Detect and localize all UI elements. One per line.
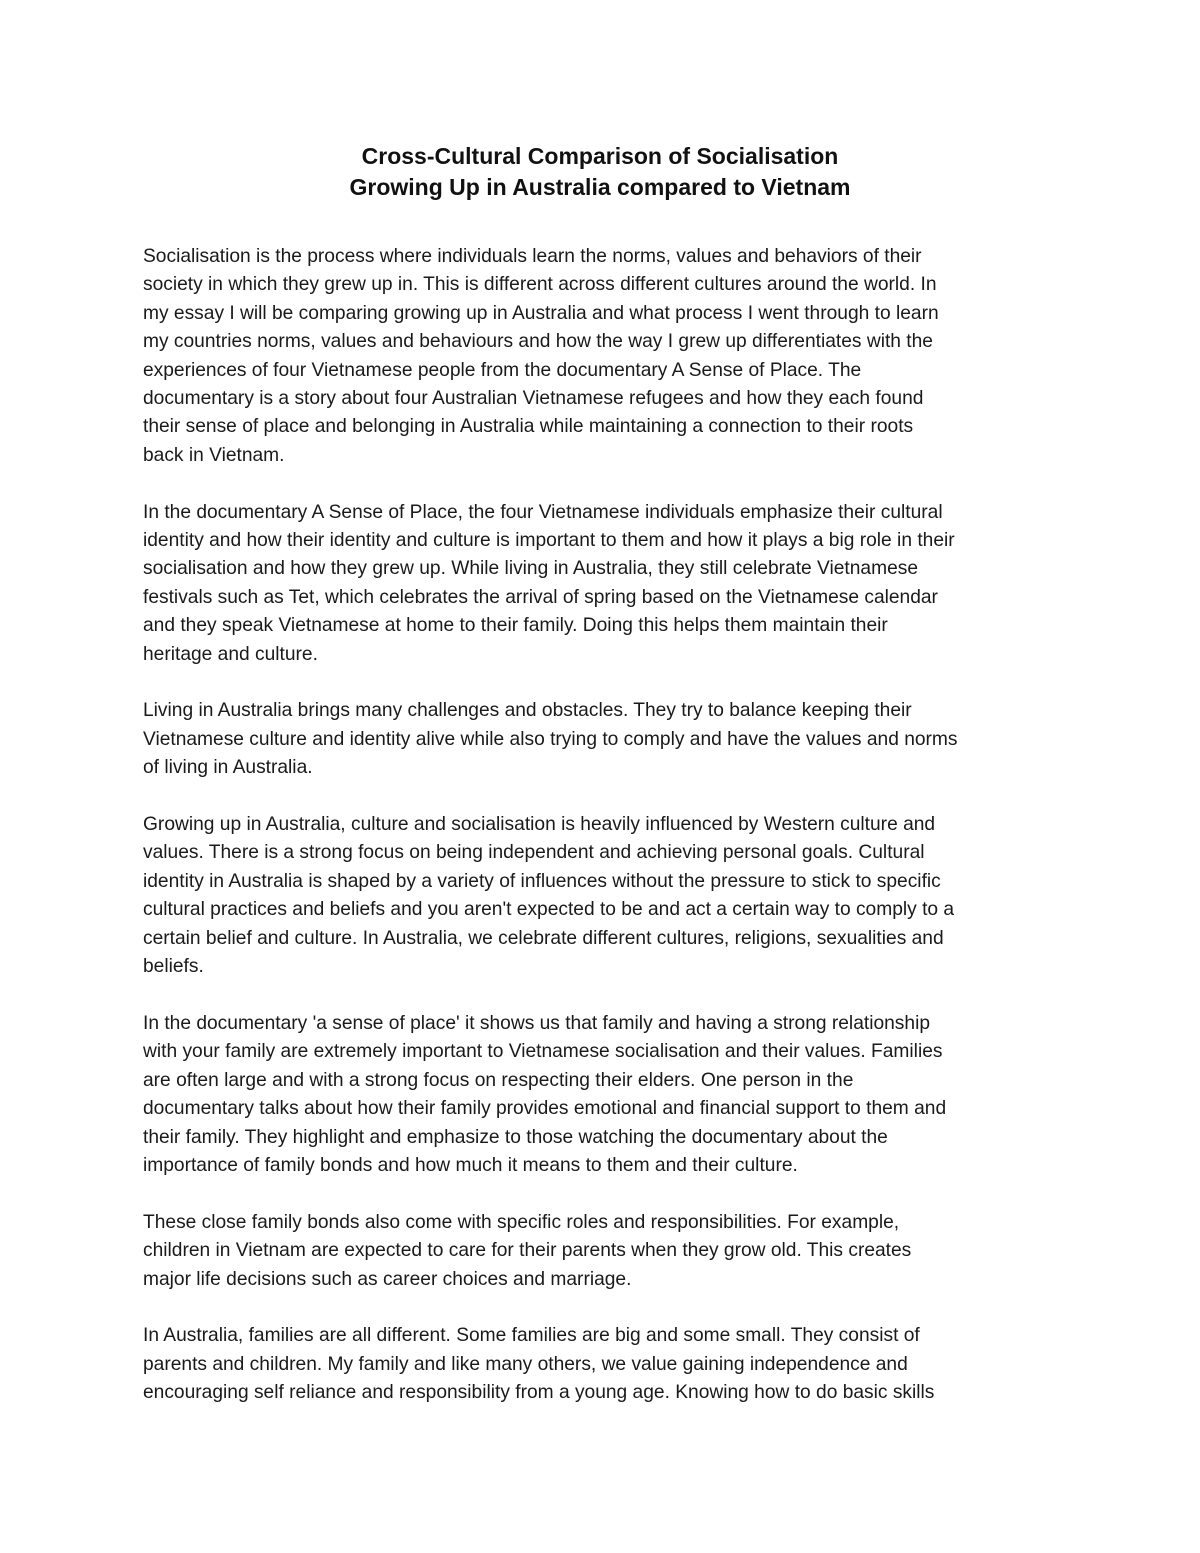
paragraph-line: beliefs.	[143, 956, 204, 978]
paragraph-line: These close family bonds also come with specific roles and responsibilities. For example,	[143, 1211, 900, 1233]
paragraph-line: identity in Australia is shaped by a variety of influences without the pressure to stick to specific	[143, 870, 941, 892]
paragraph-line: with your family are extremely important to Vietnamese socialisation and their values. Families	[143, 1041, 943, 1063]
document-subtitle: Growing Up in Australia compared to Vietnam	[349, 174, 851, 200]
paragraph-line: my countries norms, values and behaviours and how the way I grew up differentiates with the	[143, 331, 933, 353]
paragraph-line: parents and children. My family and like many others, we value gaining independence and	[143, 1353, 908, 1375]
paragraph-line: experiences of four Vietnamese people from the documentary A Sense of Place. The	[143, 359, 862, 381]
paragraph-line: heritage and culture.	[143, 643, 318, 665]
title-block	[0, 141, 1200, 203]
paragraph-line: importance of family bonds and how much it means to them and their culture.	[143, 1154, 798, 1176]
paragraph-line: documentary talks about how their family provides emotional and financial support to them and	[143, 1098, 947, 1120]
paragraph-line: society in which they grew up in. This is different across different cultures around the world. In	[143, 274, 937, 296]
paragraph-line: Vietnamese culture and identity alive while also trying to comply and have the values and norms	[143, 728, 958, 750]
paragraph-4	[143, 811, 1068, 981]
paragraph-line: my essay I will be comparing growing up in Australia and what process I went through to learn	[143, 302, 939, 324]
paragraph-line: are often large and with a strong focus on respecting their elders. One person in the	[143, 1069, 854, 1091]
paragraph-line: their family. They highlight and emphasize to those watching the documentary about the	[143, 1126, 888, 1148]
paragraph-2	[143, 499, 1068, 669]
paragraph-line: certain belief and culture. In Australia, we celebrate different cultures, religions, sexualities and	[143, 927, 944, 949]
document-title: Cross-Cultural Comparison of Socialisation	[361, 143, 839, 169]
paragraph-line: documentary is a story about four Australian Vietnamese refugees and how they each found	[143, 388, 924, 410]
paragraph-line: cultural practices and beliefs and you aren't expected to be and act a certain way to comply to a	[143, 899, 955, 921]
paragraph-line: their sense of place and belonging in Australia while maintaining a connection to their roots	[143, 416, 914, 438]
paragraph-line: In the documentary 'a sense of place' it shows us that family and having a strong relationship	[143, 1012, 930, 1034]
paragraph-line: major life decisions such as career choices and marriage.	[143, 1268, 632, 1290]
paragraph-3	[143, 697, 1068, 782]
paragraph-line: values. There is a strong focus on being independent and achieving personal goals. Cultural	[143, 842, 925, 864]
paragraph-line: identity and how their identity and culture is important to them and how it plays a big role in their	[143, 530, 955, 552]
paragraph-line: encouraging self reliance and responsibility from a young age. Knowing how to do basic skills	[143, 1382, 935, 1404]
paragraph-line: Growing up in Australia, culture and socialisation is heavily influenced by Western culture and	[143, 814, 936, 836]
paragraph-6	[143, 1209, 1068, 1294]
paragraph-line: Living in Australia brings many challenges and obstacles. They try to balance keeping their	[143, 700, 912, 722]
paragraph-line: festivals such as Tet, which celebrates the arrival of spring based on the Vietnamese calendar	[143, 586, 938, 608]
paragraph-7	[143, 1322, 1068, 1407]
paragraph-line: of living in Australia.	[143, 757, 313, 779]
paragraph-line: socialisation and how they grew up. While living in Australia, they still celebrate Vietnamese	[143, 558, 919, 580]
paragraph-line: and they speak Vietnamese at home to their family. Doing this helps them maintain their	[143, 615, 888, 637]
document-body	[143, 243, 1068, 1436]
paragraph-5	[143, 1010, 1068, 1180]
paragraph-line: In Australia, families are all different. Some families are big and some small. They consist of	[143, 1325, 920, 1347]
paragraph-line: back in Vietnam.	[143, 444, 285, 466]
paragraph-line: Socialisation is the process where individuals learn the norms, values and behaviors of their	[143, 246, 922, 267]
paragraph-1	[143, 243, 1068, 470]
paragraph-line: In the documentary A Sense of Place, the four Vietnamese individuals emphasize their cultural	[143, 501, 943, 523]
paragraph-line: children in Vietnam are expected to care for their parents when they grow old. This creates	[143, 1240, 912, 1262]
